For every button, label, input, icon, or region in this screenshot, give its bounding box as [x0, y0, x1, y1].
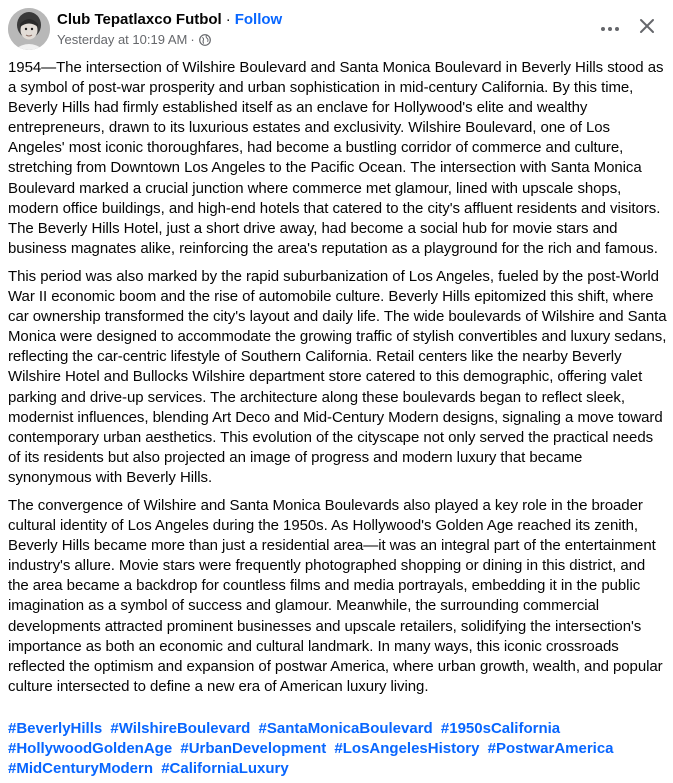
hashtag-link[interactable]: #CaliforniaLuxury — [161, 760, 289, 777]
page-name-row — [57, 10, 282, 30]
hashtag-link[interactable]: #WilshireBoulevard — [110, 720, 251, 737]
post-header — [0, 0, 673, 60]
page-name[interactable]: Club Tepatlaxco Futbol — [57, 11, 222, 28]
post-paragraph-1: 1954—The intersection of Wilshire Boulevard and Santa Monica Boulevard in Beverly Hills stood as a symbol of post-war prosperity and urban sophistication in mid-century California. By this time, Beverly Hills had firmly established itself as an enclave for Hollywood's elite and wealthy entrepreneurs, drawn to its luxurious estates and exclusivity. Wilshire Boulevard, one of Los Angeles' most iconic thoroughfares, had become a bustling corridor of commerce and culture, stretching from Downtown Los Angeles to the Pacific Ocean. The intersection with Santa Monica Boulevard marked a crucial junction where commerce met glamour, lined with upscale shops, modern office buildings, and high-end hotels that catered to the city's affluent residents and visitors. The Beverly Hills Hotel, just a short drive away, had become a social hub for movie stars and business magnates alike, reinforcing the area's reputation as a playground for the rich and famous. — [8, 59, 664, 257]
meta-separator: · — [190, 32, 195, 47]
globe-icon[interactable] — [199, 34, 211, 46]
hashtag-link[interactable]: #1950sCalifornia — [440, 720, 561, 737]
hashtag-link[interactable]: #BeverlyHills — [8, 720, 103, 737]
hashtag-list — [8, 719, 668, 779]
follow-button[interactable]: Follow — [234, 11, 283, 28]
post-paragraph-3: The convergence of Wilshire and Santa Monica Boulevards also played a key role in the broader cultural identity of Los Angeles during the 1950s. As Hollywood's Golden Age reached its zenith, Beverly Hills became more than just a residential area—it was an integral part of the entertainment industry's allure. Movie stars were frequently photographed shopping or dining in this district, and the area became a backdrop for countless films and media portrayals, embedding it in the public imagination as a symbol of success and glamour. Meanwhile, the surrounding commercial developments attracted prominent businesses and upscale retailers, solidifying the intersection's importance as both an economic and cultural landmark. In many ways, this iconic crossroads reflected the optimism and expansion of postwar America, where urban growth, wealth, and popular culture intersected to define a new era of American luxury living. — [8, 496, 663, 695]
hashtag-link[interactable]: #PostwarAmerica — [487, 740, 614, 757]
name-separator: · — [225, 11, 231, 28]
close-button[interactable] — [632, 13, 662, 43]
hashtag-link[interactable]: #HollywoodGoldenAge — [8, 740, 173, 757]
post-body — [8, 58, 668, 705]
hashtag-link[interactable]: #MidCenturyModern — [8, 760, 154, 777]
hashtag-link[interactable]: #SantaMonicaBoulevard — [258, 720, 433, 737]
more-options-button[interactable] — [595, 13, 625, 43]
hashtag-link[interactable]: #LosAngelesHistory — [334, 740, 480, 757]
close-icon — [639, 18, 655, 39]
avatar[interactable] — [8, 8, 50, 50]
post-paragraph-2: This period was also marked by the rapid suburbanization of Los Angeles, fueled by the post-World War II economic boom and the rise of automobile culture. Beverly Hills epitomized this shift, where car ownership transformed the city's layout and daily life. The wide boulevards of Wilshire and Santa Monica were designed to accommodate the growing traffic of stylish convertibles and luxury sedans, reflecting the car-centric lifestyle of Southern California. Retail centers like the nearby Beverly Wilshire Hotel and Bullocks Wilshire department store catered to this demographic, offering valet parking and drive-up services. The architecture along these boulevards began to reflect sleek, modernist influences, blending Art Deco and Mid-Century Modern designs, signaling a move toward contemporary urban aesthetics. This evolution of the cityscape not only served the practical needs of its residents but also projected an image of progress and modern luxury that became synonymous with Beverly Hills. — [8, 267, 667, 486]
post-meta — [57, 32, 211, 48]
hashtag-link[interactable]: #UrbanDevelopment — [180, 740, 327, 757]
post-timestamp[interactable]: Yesterday at 10:19 AM — [57, 32, 188, 47]
more-horizontal-icon — [600, 19, 620, 37]
